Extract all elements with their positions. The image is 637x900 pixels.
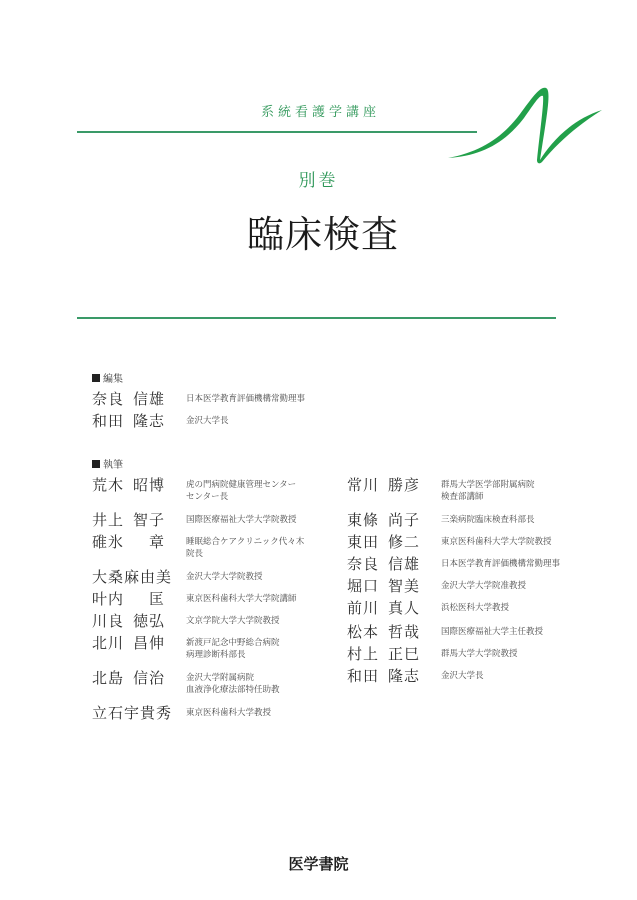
given-name: 正巳 — [388, 645, 421, 663]
given-name: 昭博 — [133, 476, 166, 494]
book-title: 臨床検査 — [247, 213, 399, 256]
given-name: 章 — [149, 533, 166, 551]
surname: 和田 — [92, 412, 125, 430]
author-entry — [347, 623, 544, 641]
volume-label: 別巻 — [298, 171, 339, 191]
editor-entry — [92, 412, 229, 430]
square-bullet-icon — [92, 374, 100, 382]
surname: 堀口 — [347, 577, 380, 595]
surname: 和田 — [347, 667, 380, 685]
author-entry — [347, 667, 484, 685]
authors-heading-label: 執筆 — [103, 460, 123, 471]
affiliation: 金沢大学長 — [186, 416, 229, 426]
affiliation: 東京医科歯科大学大学院講師 — [186, 594, 297, 604]
publisher-logo: 医学書院 — [288, 855, 349, 873]
author-entry — [347, 476, 535, 502]
given-name: 修二 — [388, 533, 421, 551]
full-name: 立石宇貴秀 — [92, 704, 173, 722]
given-name: 隆志 — [388, 667, 421, 685]
author-entry — [92, 590, 297, 608]
affiliation: 虎の門病院健康管理センター センター長 — [186, 480, 297, 502]
surname: 村上 — [347, 645, 380, 663]
surname: 奈良 — [347, 555, 380, 573]
author-entry — [92, 476, 297, 502]
surname: 東條 — [347, 511, 380, 529]
top-rule-divider — [77, 131, 477, 133]
surname: 松本 — [347, 623, 380, 641]
affiliation: 東京医科歯科大学大学院教授 — [441, 537, 552, 547]
surname: 井上 — [92, 511, 125, 529]
given-name: 徳弘 — [133, 612, 166, 630]
given-name: 昌伸 — [133, 634, 166, 652]
given-name: 信雄 — [388, 555, 421, 573]
author-entry — [92, 612, 280, 630]
author-entry — [347, 511, 535, 529]
surname: 碓氷 — [92, 533, 125, 551]
author-entry — [92, 533, 305, 559]
given-name: 隆志 — [133, 412, 166, 430]
affiliation: 新渡戸記念中野総合病院 病理診断科部長 — [186, 638, 280, 660]
given-name: 智美 — [388, 577, 421, 595]
authors-heading — [92, 456, 123, 471]
series-title: 系統看護学講座 — [260, 105, 380, 120]
given-name: 信治 — [133, 669, 166, 687]
author-entry — [347, 599, 510, 617]
surname: 荒木 — [92, 476, 125, 494]
square-bullet-icon — [92, 460, 100, 468]
affiliation: 金沢大学大学院准教授 — [441, 581, 527, 591]
given-name: 哲哉 — [388, 623, 421, 641]
surname: 北川 — [92, 634, 125, 652]
affiliation: 日本医学教育評価機構常勤理事 — [441, 559, 561, 569]
author-entry — [92, 511, 297, 529]
surname: 前川 — [347, 599, 380, 617]
surname: 東田 — [347, 533, 380, 551]
swoosh-logo-icon — [440, 80, 620, 170]
surname: 常川 — [347, 476, 380, 494]
author-entry — [92, 704, 272, 722]
given-name: 尚子 — [388, 511, 421, 529]
affiliation: 群馬大学大学院教授 — [441, 649, 518, 659]
affiliation: 日本医学教育評価機構常勤理事 — [186, 394, 306, 404]
author-entry — [92, 669, 280, 695]
author-entry — [92, 568, 263, 586]
bottom-rule-divider — [77, 317, 556, 319]
affiliation: 文京学院大学大学院教授 — [186, 616, 280, 626]
surname: 奈良 — [92, 390, 125, 408]
author-entry — [347, 645, 518, 663]
given-name: 真人 — [388, 599, 421, 617]
surname: 川良 — [92, 612, 125, 630]
given-name: 信雄 — [133, 390, 166, 408]
affiliation: 金沢大学長 — [441, 671, 484, 681]
author-entry — [92, 634, 280, 660]
editors-heading — [92, 370, 123, 385]
full-name: 大桑麻由美 — [92, 568, 173, 586]
surname: 北島 — [92, 669, 125, 687]
affiliation: 国際医療福祉大学主任教授 — [441, 627, 544, 637]
author-entry — [347, 555, 561, 573]
author-entry — [347, 577, 527, 595]
affiliation: 浜松医科大学教授 — [441, 603, 510, 613]
affiliation: 国際医療福祉大学大学院教授 — [186, 515, 297, 525]
affiliation: 睡眠総合ケアクリニック代々木 院長 — [186, 537, 305, 559]
editors-heading-label: 編集 — [103, 374, 123, 385]
author-entry — [347, 533, 552, 551]
affiliation: 群馬大学医学部附属病院 検査部講師 — [441, 480, 535, 502]
affiliation: 東京医科歯科大学教授 — [186, 708, 272, 718]
affiliation: 三楽病院臨床検査科部長 — [441, 515, 535, 525]
affiliation: 金沢大学附属病院 血液浄化療法部特任助教 — [186, 673, 280, 695]
given-name: 勝彦 — [388, 476, 421, 494]
given-name: 智子 — [133, 511, 166, 529]
editor-entry — [92, 390, 306, 408]
given-name: 匡 — [149, 590, 166, 608]
surname: 叶内 — [92, 590, 125, 608]
affiliation: 金沢大学大学院教授 — [186, 572, 263, 582]
